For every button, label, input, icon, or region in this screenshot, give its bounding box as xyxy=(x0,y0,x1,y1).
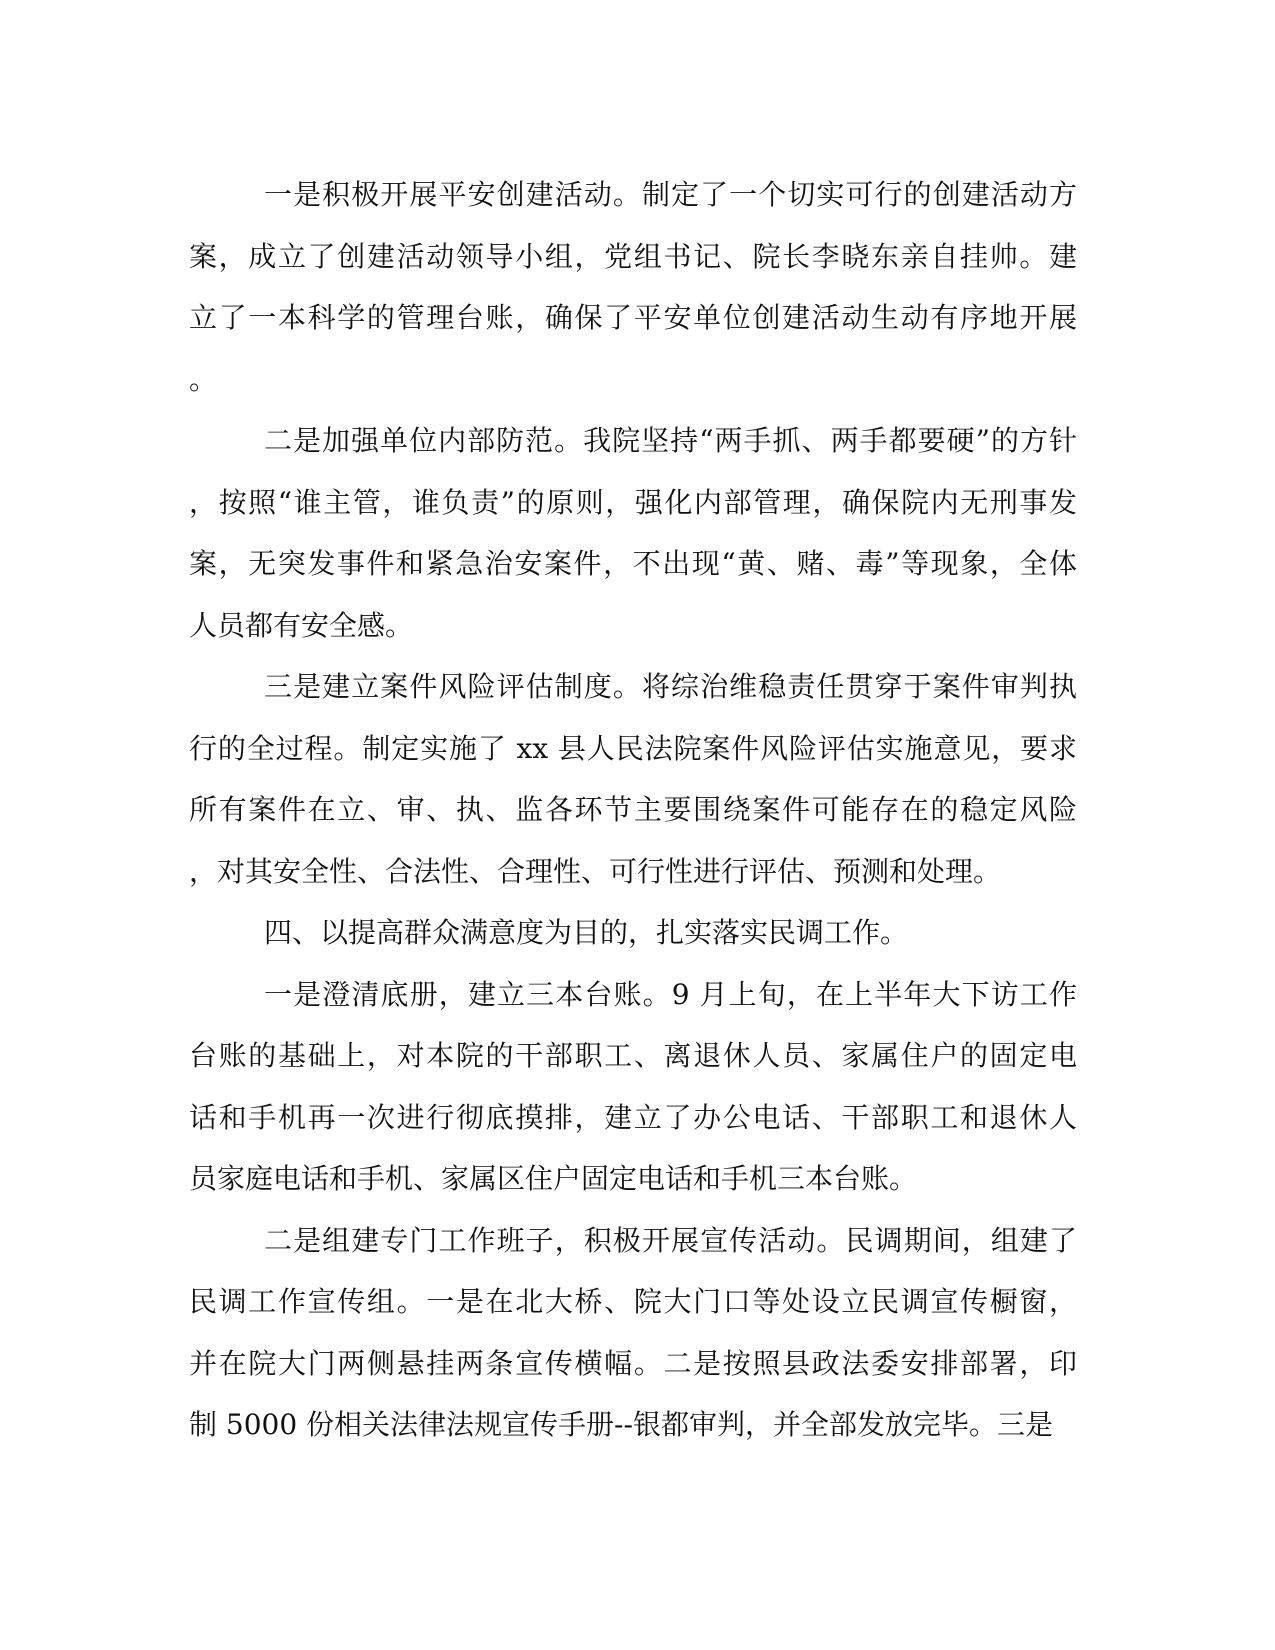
paragraph-1 xyxy=(189,164,1077,410)
text-line: 案，成立了创建活动领导小组，党组书记、院长李晓东亲自挂帅。建 xyxy=(189,239,1077,273)
text-line: 人员都有安全感。 xyxy=(189,608,414,642)
text-line: 二是组建专门工作班子，积极开展宣传活动。民调期间，组建了 xyxy=(264,1223,1077,1257)
body-text xyxy=(189,164,1077,1456)
text-line: 案，无突发事件和紧急治安案件，不出现“黄、赌、毒”等现象，全体 xyxy=(189,547,1077,580)
text-line: 三是建立案件风险评估制度。将综治维稳责任贯穿于案件审判执 xyxy=(264,670,1077,703)
paragraph-3 xyxy=(189,656,1077,902)
text-line: 员家庭电话和手机、家属区住户固定电话和手机三本台账。 xyxy=(189,1162,918,1195)
text-line: 。 xyxy=(189,362,218,396)
paragraph-2 xyxy=(189,410,1077,656)
text-line: 台账的基础上，对本院的干部职工、离退休人员、家属住户的固定电 xyxy=(189,1039,1077,1072)
text-line: 话和手机再一次进行彻底摸排，建立了办公电话、干部职工和退休人 xyxy=(189,1100,1077,1134)
text-line: 民调工作宣传组。一是在北大桥、院大门口等处设立民调宣传橱窗， xyxy=(189,1285,1077,1318)
text-line: 行的全过程。制定实施了 xx 县人民法院案件风险评估实施意见，要求 xyxy=(189,731,1077,765)
text-line: ，按照“谁主管，谁负责”的原则，强化内部管理，确保院内无刑事发 xyxy=(189,485,1077,519)
paragraph-4 xyxy=(189,902,1077,964)
text-line: 一是积极开展平安创建活动。制定了一个切实可行的创建活动方 xyxy=(264,178,1077,211)
text-line: 四、以提高群众满意度为目的，扎实落实民调工作。 xyxy=(264,916,909,949)
text-line: ，对其安全性、合法性、合理性、可行性进行评估、预测和处理。 xyxy=(189,854,1002,888)
paragraph-6 xyxy=(189,1210,1077,1456)
text-line: 二是加强单位内部防范。我院坚持“两手抓、两手都要硬”的方针 xyxy=(264,424,1077,457)
text-line: 立了一本科学的管理台账，确保了平安单位创建活动生动有序地开展 xyxy=(189,301,1077,334)
text-line: 并在院大门两侧悬挂两条宣传横幅。二是按照县政法委安排部署，印 xyxy=(189,1346,1077,1380)
text-line: 制 5000 份相关法律法规宣传手册--银都审判，并全部发放完毕。三是 xyxy=(189,1408,1053,1441)
paragraph-5 xyxy=(189,964,1077,1210)
text-line: 所有案件在立、审、执、监各环节主要围绕案件可能存在的稳定风险 xyxy=(189,793,1077,826)
text-line: 一是澄清底册，建立三本台账。9 月上旬，在上半年大下访工作 xyxy=(264,977,1077,1011)
